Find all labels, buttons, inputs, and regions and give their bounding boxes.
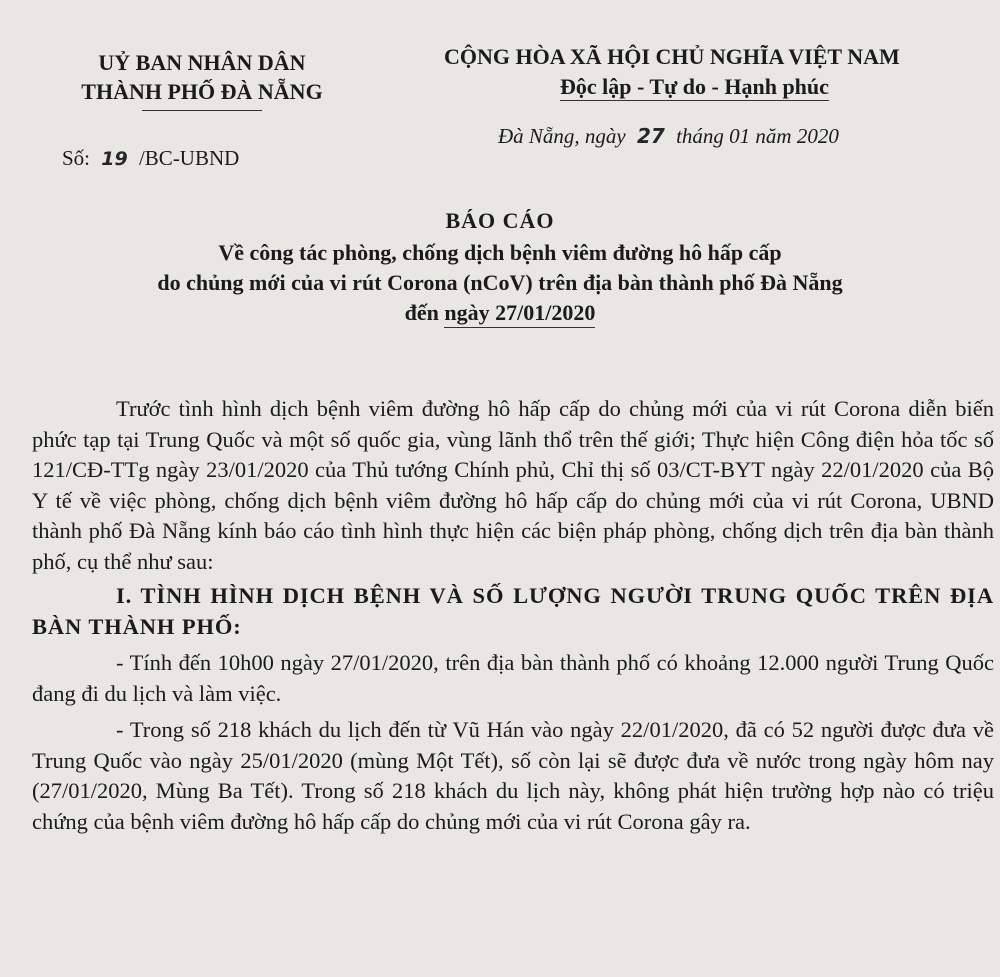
agency-underline [142, 110, 262, 111]
republic-name: CỘNG HÒA XÃ HỘI CHỦ NGHĨA VIỆT NAM [444, 44, 900, 69]
report-date-prefix: đến [404, 300, 445, 325]
report-subject-line-1: Về công tác phòng, chống dịch bệnh viêm đường hô hấp cấp [218, 240, 782, 265]
bullet-paragraph-1: - Tính đến 10h00 ngày 27/01/2020, trên địa bàn thành phố có khoảng 12.000 người Trung Quốc đang đi du lịch và làm việc. [32, 650, 994, 706]
report-subject-line-2: do chủng mới của vi rút Corona (nCoV) trên địa bàn thành phố Đà Nẵng [157, 270, 843, 295]
doc-number-handwritten: 19 [101, 148, 128, 170]
motto-text: Độc lập - Tự do - Hạnh phúc [560, 74, 829, 99]
report-title-main: BÁO CÁO [445, 208, 555, 233]
date-day-handwritten: 27 [637, 124, 665, 148]
report-title [0, 206, 1000, 328]
intro-paragraph: Trước tình hình dịch bệnh viêm đường hô hấp cấp do chủng mới của vi rút Corona diễn biến phức tạp tại Trung Quốc và một số quốc gia, vùng lãnh thổ trên thế giới; Thực hiện Công điện hỏa tốc số 121/CĐ-TTg ngày 23/01/2020 của Thủ tướng Chính phủ, Chỉ thị số 03/CT-BYT ngày 22/01/2020 của Bộ Y tế về việc phòng, chống dịch bệnh viêm đường hô hấp cấp do chủng mới của vi rút Corona, UBND thành phố Đà Nẵng kính báo cáo tình hình thực hiện các biện pháp phòng, chống dịch trên địa bàn thành phố, cụ thể như sau: [32, 396, 994, 574]
report-date: ngày 27/01/2020 [444, 300, 595, 328]
place-date-suffix: tháng 01 năm 2020 [676, 124, 839, 148]
issuing-agency [62, 48, 342, 111]
national-heading [420, 42, 1000, 102]
place-and-date [498, 124, 839, 149]
place-date-prefix: Đà Nẵng, ngày [498, 124, 626, 148]
report-body [32, 394, 994, 837]
section-1-heading: I. TÌNH HÌNH DỊCH BỆNH VÀ SỐ LƯỢNG NGƯỜI TRUNG QUỐC TRÊN ĐỊA BÀN THÀNH PHỐ: [32, 583, 994, 639]
doc-number-prefix: Số: [62, 146, 91, 170]
document-number [62, 146, 239, 171]
doc-number-suffix: /BC-UBND [138, 146, 240, 170]
agency-line-1: UỶ BAN NHÂN DÂN [98, 50, 306, 75]
agency-line-2: THÀNH PHỐ ĐÀ NẴNG [81, 79, 323, 104]
national-motto [444, 72, 1000, 102]
report-subject-line-3 [0, 298, 1000, 328]
bullet-paragraph-2: - Trong số 218 khách du lịch đến từ Vũ Hán vào ngày 22/01/2020, đã có 52 người được đưa về Trung Quốc vào ngày 25/01/2020 (mùng Một Tết), số còn lại sẽ được đưa về nước trong ngày hôm nay (27/01/2020, Mùng Ba Tết). Trong số 218 khách du lịch này, không phát hiện trường hợp nào có triệu chứng của bệnh viêm đường hô hấp cấp do chủng mới của vi rút Corona gây ra. [32, 717, 994, 834]
